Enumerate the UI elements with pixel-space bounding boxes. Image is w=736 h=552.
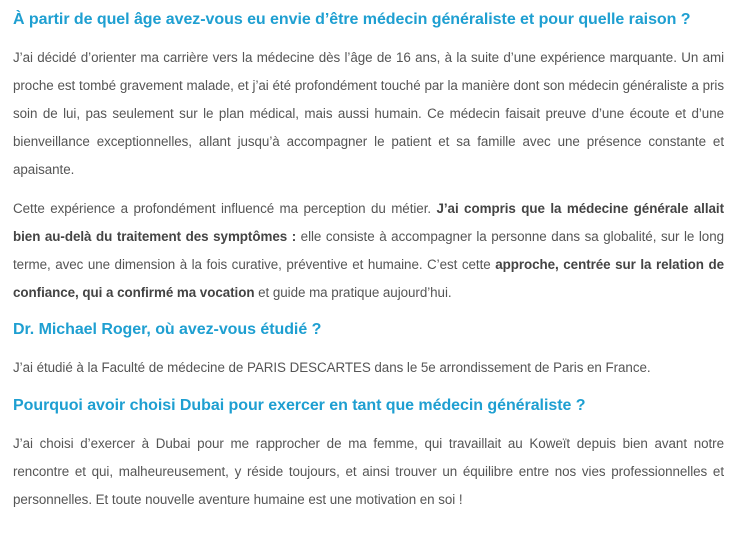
answer-paragraph-studies: J’ai étudié à la Faculté de médecine de PARIS DESCARTES dans le 5e arrondissement de Paris en France. [13,360,651,375]
answer-text: elle consiste à accompagner la personne dans sa globalité, sur le long terme, avec une dimension à la fois curative, préventive et humaine. C’est cette [13,229,724,272]
answer-text: Cette expérience a profondément influencé ma perception du métier. [13,201,437,216]
answer-text: et guide ma pratique aujourd’hui. [254,285,452,300]
answer-emphasis: approche, centrée sur la relation de confiance, qui a confirmé ma vocation [13,257,724,300]
question-heading-studies: Dr. Michael Roger, où avez-vous étudié ? [13,321,322,338]
answer-paragraph-dubai: J’ai choisi d’exercer à Dubai pour me rapprocher de ma femme, qui travaillait au Koweït depuis bien avant notre rencontre et qui, malheureusement, y réside toujours, et ainsi trouver un équilibre entre nos vies professionnelles et personnelles. Et toute nouvelle aventure humaine est une motivation en soi ! [13,436,724,507]
answer-paragraph-age-1: J’ai décidé d’orienter ma carrière vers la médecine dès l’âge de 16 ans, à la suite d’une expérience marquante. Un ami proche est tombé gravement malade, et j’ai été profondément touché par la manière dont son médecin généraliste a pris soin de lui, pas seulement sur le plan médical, mais aussi humain. Ce médecin faisait preuve d’une écoute et d’une bienveillance exceptionnelles, allant jusqu’à accompagner le patient et sa famille avec une présence constante et apaisante. [13,50,724,177]
question-heading-dubai: Pourquoi avoir choisi Dubai pour exercer en tant que médecin généraliste ? [13,397,586,414]
question-heading-age: À partir de quel âge avez-vous eu envie d’être médecin généraliste et pour quelle raison ? [13,11,691,28]
answer-emphasis: J’ai compris que la médecine générale allait bien au-delà du traitement des symptômes : [13,201,724,244]
answer-paragraph-age-2 [13,195,724,307]
